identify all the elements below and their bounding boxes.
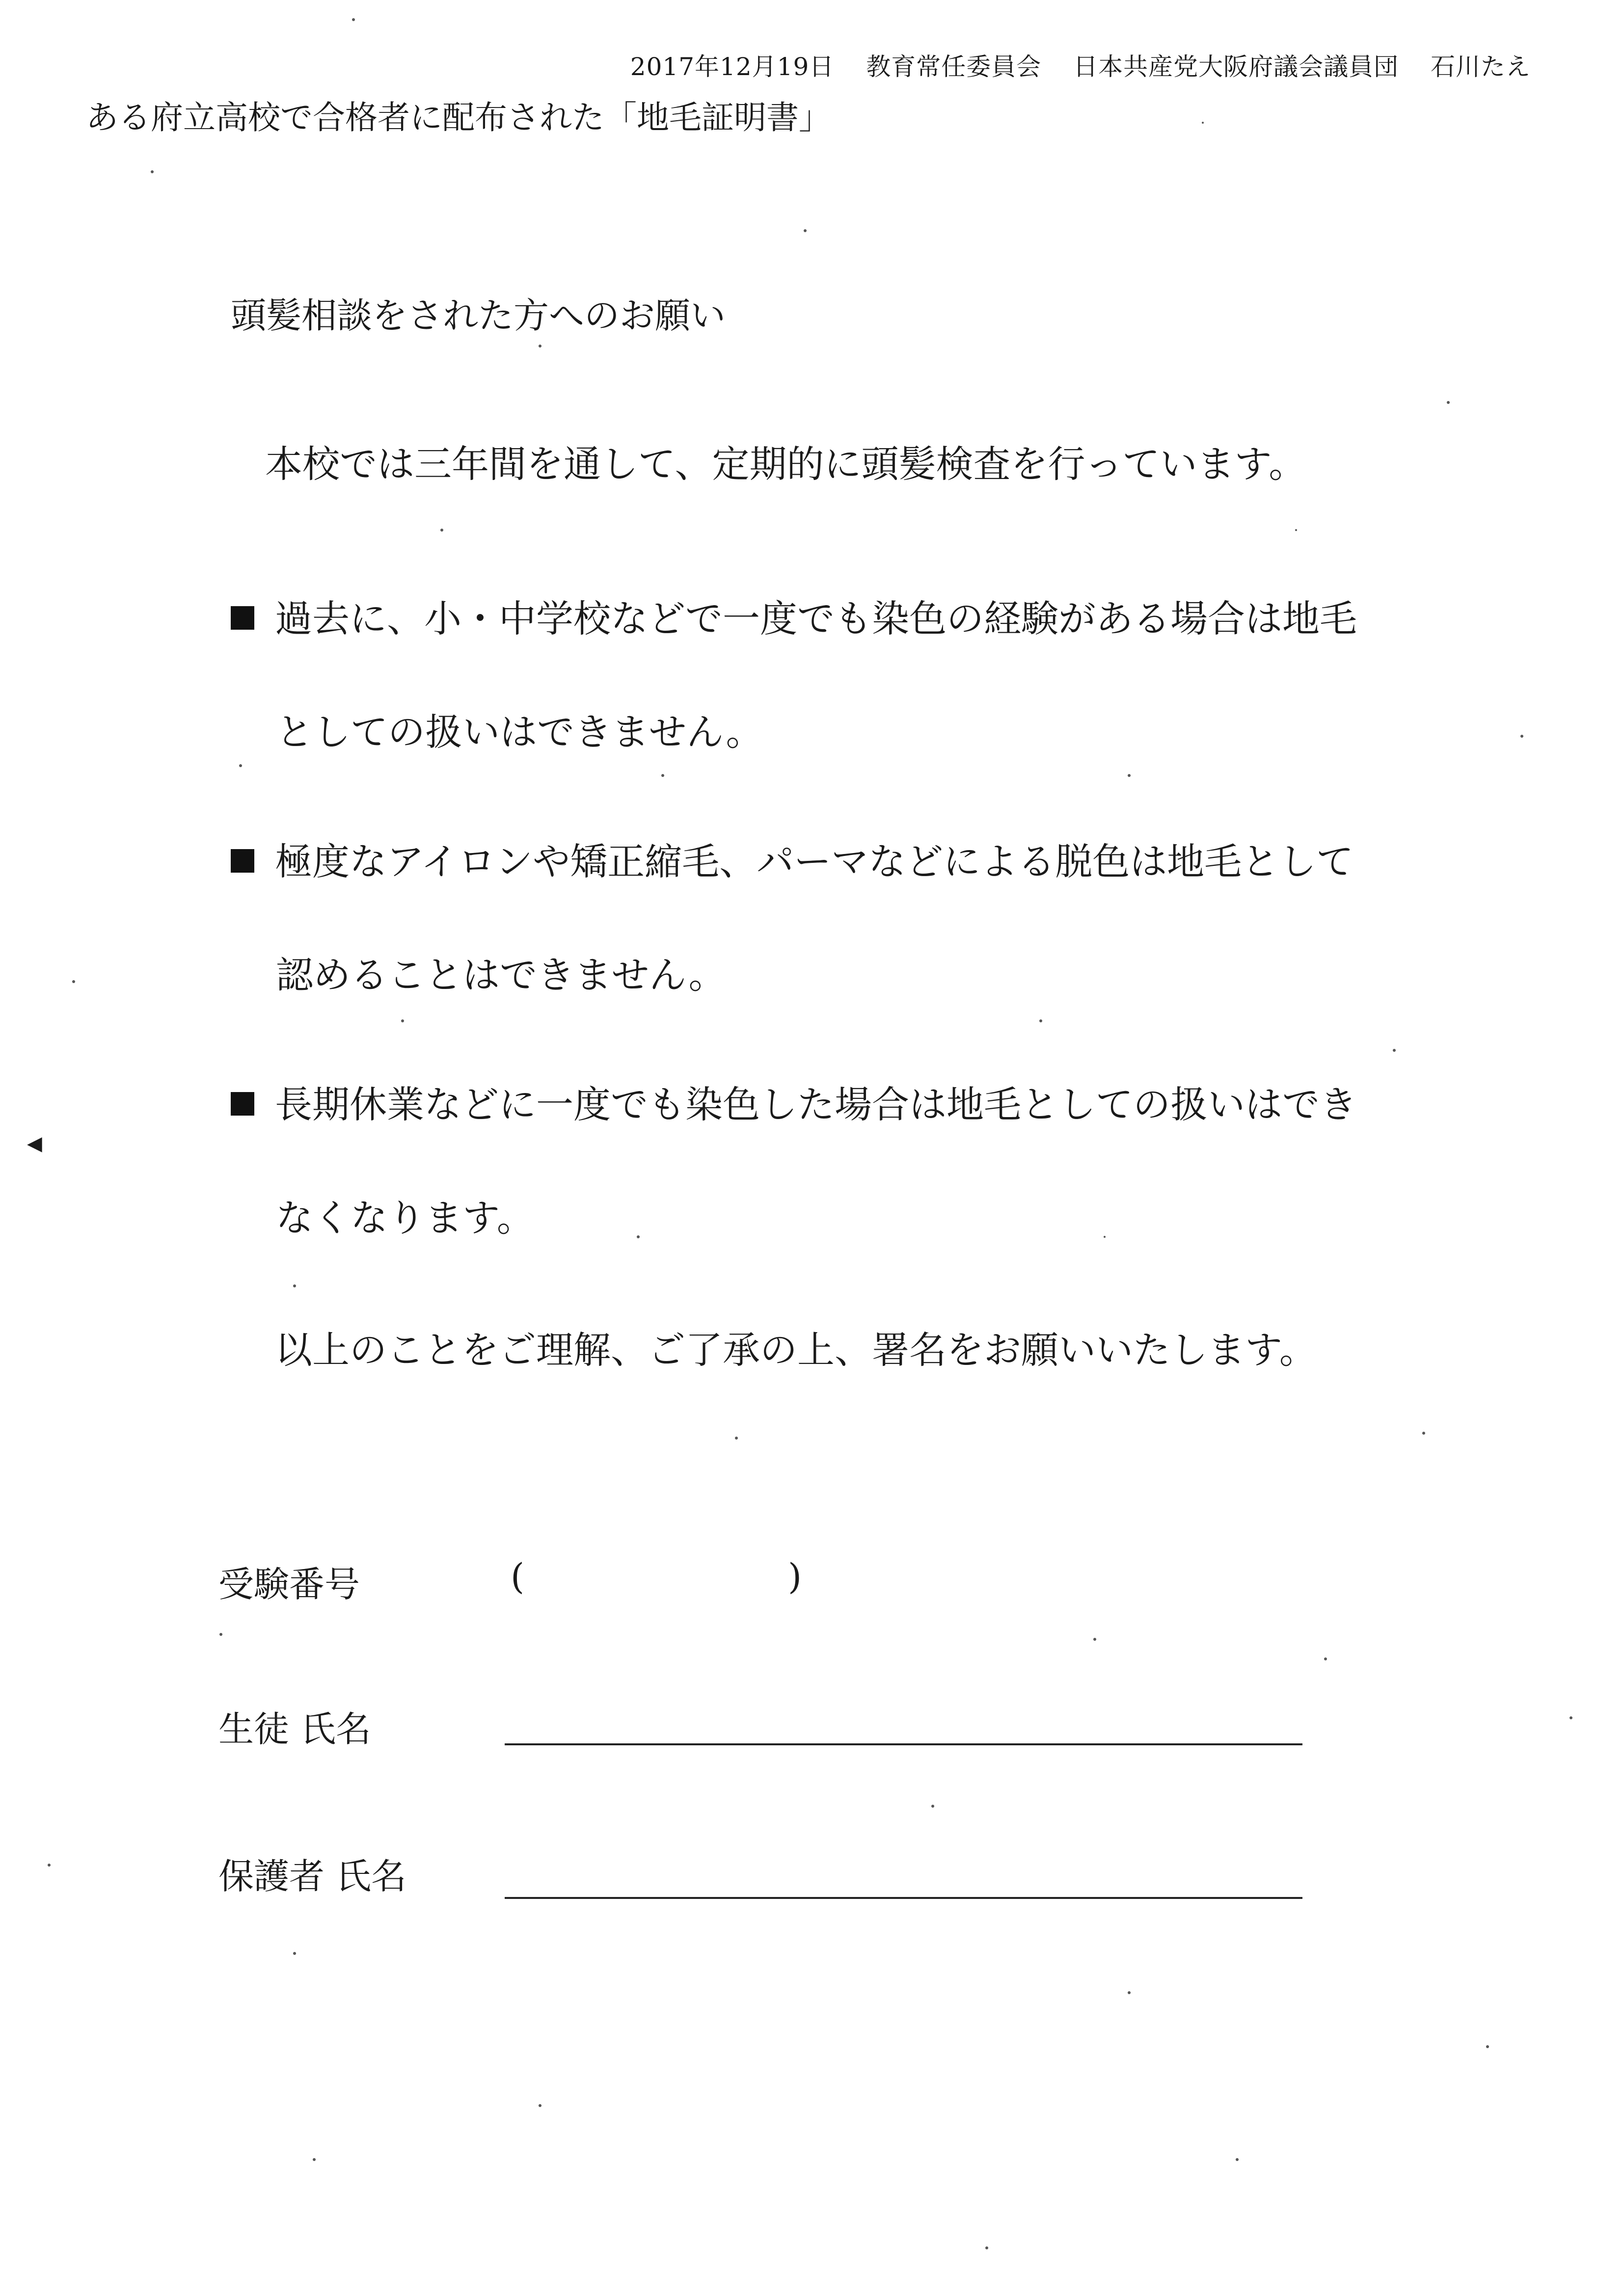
rule-text: 極度なアイロンや矯正縮毛、パーマなどによる脱色は地毛として <box>275 840 1354 883</box>
rule-line-2: としての扱いはできません。 <box>276 710 763 754</box>
guardian-signature-line <box>505 1897 1302 1899</box>
document-title: 頭髪相談をされた方へのお願い <box>231 295 726 336</box>
header-date: 2017年12月19日 <box>630 53 835 81</box>
exam-number-paren-open: ( <box>511 1556 525 1597</box>
square-bullet-icon <box>231 849 254 873</box>
rule-line-2: 認めることはできません。 <box>276 953 726 997</box>
header-meta <box>630 47 1531 82</box>
student-name-label: 生徒 氏名 <box>218 1709 371 1750</box>
rule-line-1 <box>231 589 1399 642</box>
rule-line-1 <box>231 832 1399 885</box>
rule-item <box>231 1075 1399 1242</box>
header-party: 日本共産党大阪府議会議員団 <box>1073 53 1399 81</box>
exam-number-paren-close: ) <box>788 1556 802 1597</box>
closing-text: 以上のことをご理解、ご了承の上、署名をお願いいたします。 <box>275 1328 1317 1372</box>
margin-arrow-icon: ◀ <box>27 1132 42 1155</box>
rule-item <box>231 832 1399 999</box>
guardian-name-label: 保護者 氏名 <box>218 1856 406 1897</box>
rule-line-1 <box>231 1075 1399 1128</box>
rule-line-2: なくなります。 <box>276 1196 534 1240</box>
header-committee: 教育常任委員会 <box>866 53 1042 81</box>
rule-text: 長期休業などに一度でも染色した場合は地毛としての扱いはでき <box>275 1083 1357 1126</box>
exam-number-label: 受験番号 <box>218 1564 360 1605</box>
rule-text: 過去に、小・中学校などで一度でも染色の経験がある場合は地毛 <box>275 597 1357 641</box>
header-member: 石川たえ <box>1431 53 1531 81</box>
square-bullet-icon <box>231 1092 254 1116</box>
square-bullet-icon <box>231 606 254 630</box>
intro-text: 本校では三年間を通して、定期的に頭髪検査を行っています。 <box>265 442 1306 486</box>
student-signature-line <box>505 1743 1302 1745</box>
header-caption: ある府立高校で合格者に配布された「地毛証明書」 <box>86 99 831 136</box>
rule-item <box>231 589 1399 756</box>
